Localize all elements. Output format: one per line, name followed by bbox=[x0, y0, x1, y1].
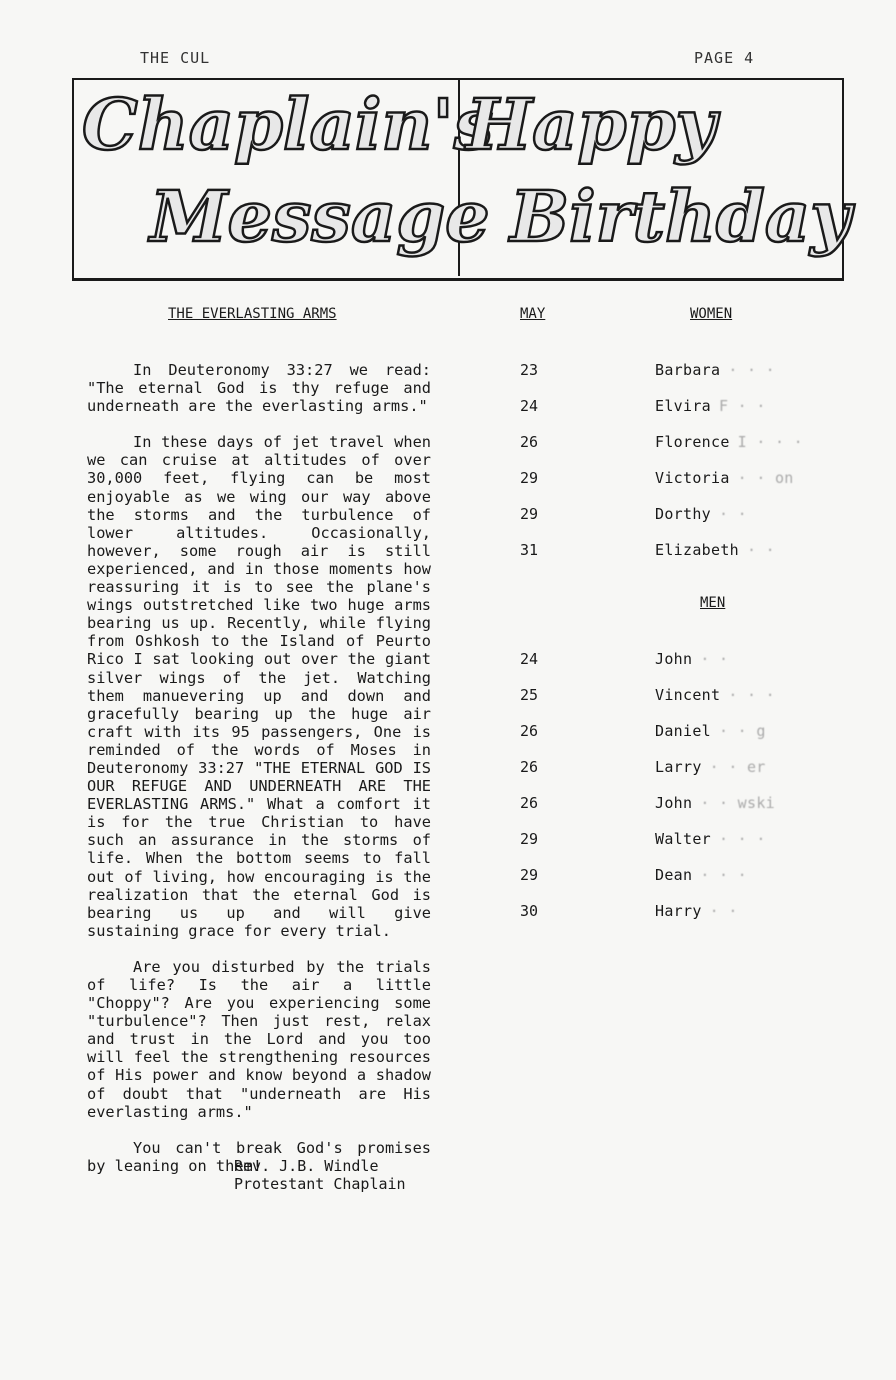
birthday-surname-faded: · · on bbox=[737, 469, 794, 487]
birthday-name: Barbara · · · bbox=[655, 361, 775, 379]
birthday-day: 24 bbox=[520, 650, 539, 668]
birthday-day: 29 bbox=[520, 830, 539, 848]
signature-name: Rev. J.B. Windle bbox=[234, 1157, 379, 1175]
birthday-day: 30 bbox=[520, 902, 539, 920]
birthday-day: 24 bbox=[520, 397, 539, 415]
birthday-name: Dean · · · bbox=[655, 866, 747, 884]
birthday-day: 26 bbox=[520, 758, 539, 776]
birthday-name: Victoria · · on bbox=[655, 469, 794, 487]
birthday-day: 29 bbox=[520, 866, 539, 884]
signature-title: Protestant Chaplain bbox=[234, 1175, 406, 1193]
month-heading: MAY bbox=[520, 306, 546, 322]
chaplain-title-line2: Message bbox=[150, 175, 490, 258]
article-body bbox=[87, 361, 431, 1175]
birthday-surname-faded: · · wski bbox=[700, 794, 775, 812]
birthday-name: Daniel · · g bbox=[655, 722, 766, 740]
birthday-name: Dorthy · · bbox=[655, 505, 747, 523]
birthday-surname-faded: · · er bbox=[709, 758, 766, 776]
birthday-day: 26 bbox=[520, 433, 539, 451]
men-heading: MEN bbox=[700, 595, 726, 611]
article-paragraph-1: In Deuteronomy 33:27 we read: "The eternal God is thy refuge and underneath are the everlasting arms." bbox=[87, 361, 431, 416]
birthday-name: Harry · · bbox=[655, 902, 738, 920]
chaplain-title-line1: Chaplain's bbox=[82, 83, 494, 166]
birthday-day: 29 bbox=[520, 505, 539, 523]
birthday-surname-faded: · · bbox=[700, 650, 729, 668]
birthday-name: John · · wski bbox=[655, 794, 775, 812]
birthday-surname-faded: F · · bbox=[719, 397, 766, 415]
birthday-name: Vincent · · · bbox=[655, 686, 775, 704]
birthday-surname-faded: · · bbox=[709, 902, 738, 920]
birthday-surname-faded: · · bbox=[719, 505, 747, 523]
birthday-surname-faded: · · · bbox=[719, 830, 766, 848]
birthday-day: 26 bbox=[520, 722, 539, 740]
women-heading: WOMEN bbox=[690, 306, 733, 322]
birthday-name: Walter · · · bbox=[655, 830, 766, 848]
birthday-title-line2: Birthday bbox=[510, 175, 851, 258]
article-paragraph-3: Are you disturbed by the trials of life? Is the air a little "Choppy"? Are you experiencing some "turbulence"? Then just rest, relax and trust in the Lord and you too will feel the strengthening resources of His power and know beyond a shadow of doubt that "underneath are His everlasting arms." bbox=[87, 957, 431, 1121]
birthday-surname-faded: · · · bbox=[728, 686, 775, 704]
article-heading: THE EVERLASTING ARMS bbox=[168, 306, 337, 322]
birthday-day: 31 bbox=[520, 541, 539, 559]
birthday-surname-faded: · · g bbox=[719, 722, 766, 740]
birthday-name: Elizabeth · · bbox=[655, 541, 775, 559]
birthday-title-line1: Happy bbox=[466, 83, 717, 166]
birthday-name: Elvira F · · bbox=[655, 397, 766, 415]
birthday-name: Larry · · er bbox=[655, 758, 766, 776]
birthday-name: Florence I · · · bbox=[655, 433, 803, 451]
page-number: PAGE 4 bbox=[694, 49, 755, 67]
birthday-day: 29 bbox=[520, 469, 539, 487]
newsletter-name: THE CUL bbox=[140, 49, 211, 67]
birthday-day: 23 bbox=[520, 361, 539, 379]
birthday-surname-faded: · · · bbox=[700, 866, 747, 884]
birthday-day: 25 bbox=[520, 686, 539, 704]
article-paragraph-4: You can't break God's promises by leaning on them! bbox=[87, 1138, 431, 1175]
birthday-surname-faded: · · bbox=[746, 541, 775, 559]
birthday-day: 26 bbox=[520, 794, 539, 812]
birthday-surname-faded: I · · · bbox=[737, 433, 803, 451]
birthday-name: John · · bbox=[655, 650, 729, 668]
birthday-surname-faded: · · · bbox=[728, 361, 775, 379]
article-paragraph-2: In these days of jet travel when we can cruise at altitudes of over 30,000 feet, flying can be most enjoyable as we wing our way above the storms and the turbulence of lower altitudes. Occasionally, however, some rough air is still experienced, and in those moments how reassuring it is to see the plane's wings outstretched like two huge arms bearing us up. Recently, while flying from Oshkosh to the Island of Peurto Rico I sat looking out over the giant silver wings of the jet. Watching them manuevering up and down and gracefully bearing up the huge air craft with its 95 passengers, One is reminded of the words of Moses in Deuteronomy 33:27 "THE ETERNAL GOD IS OUR REFUGE AND UNDERNEATH ARE THE EVERLASTING ARMS." What a comfort it is for the true Christian to have such an assurance in the storms of life. When the bottom seems to fall out of living, how encouraging is the realization that the eternal God is bearing us up and will give sustaining grace for every trial. bbox=[87, 433, 431, 940]
